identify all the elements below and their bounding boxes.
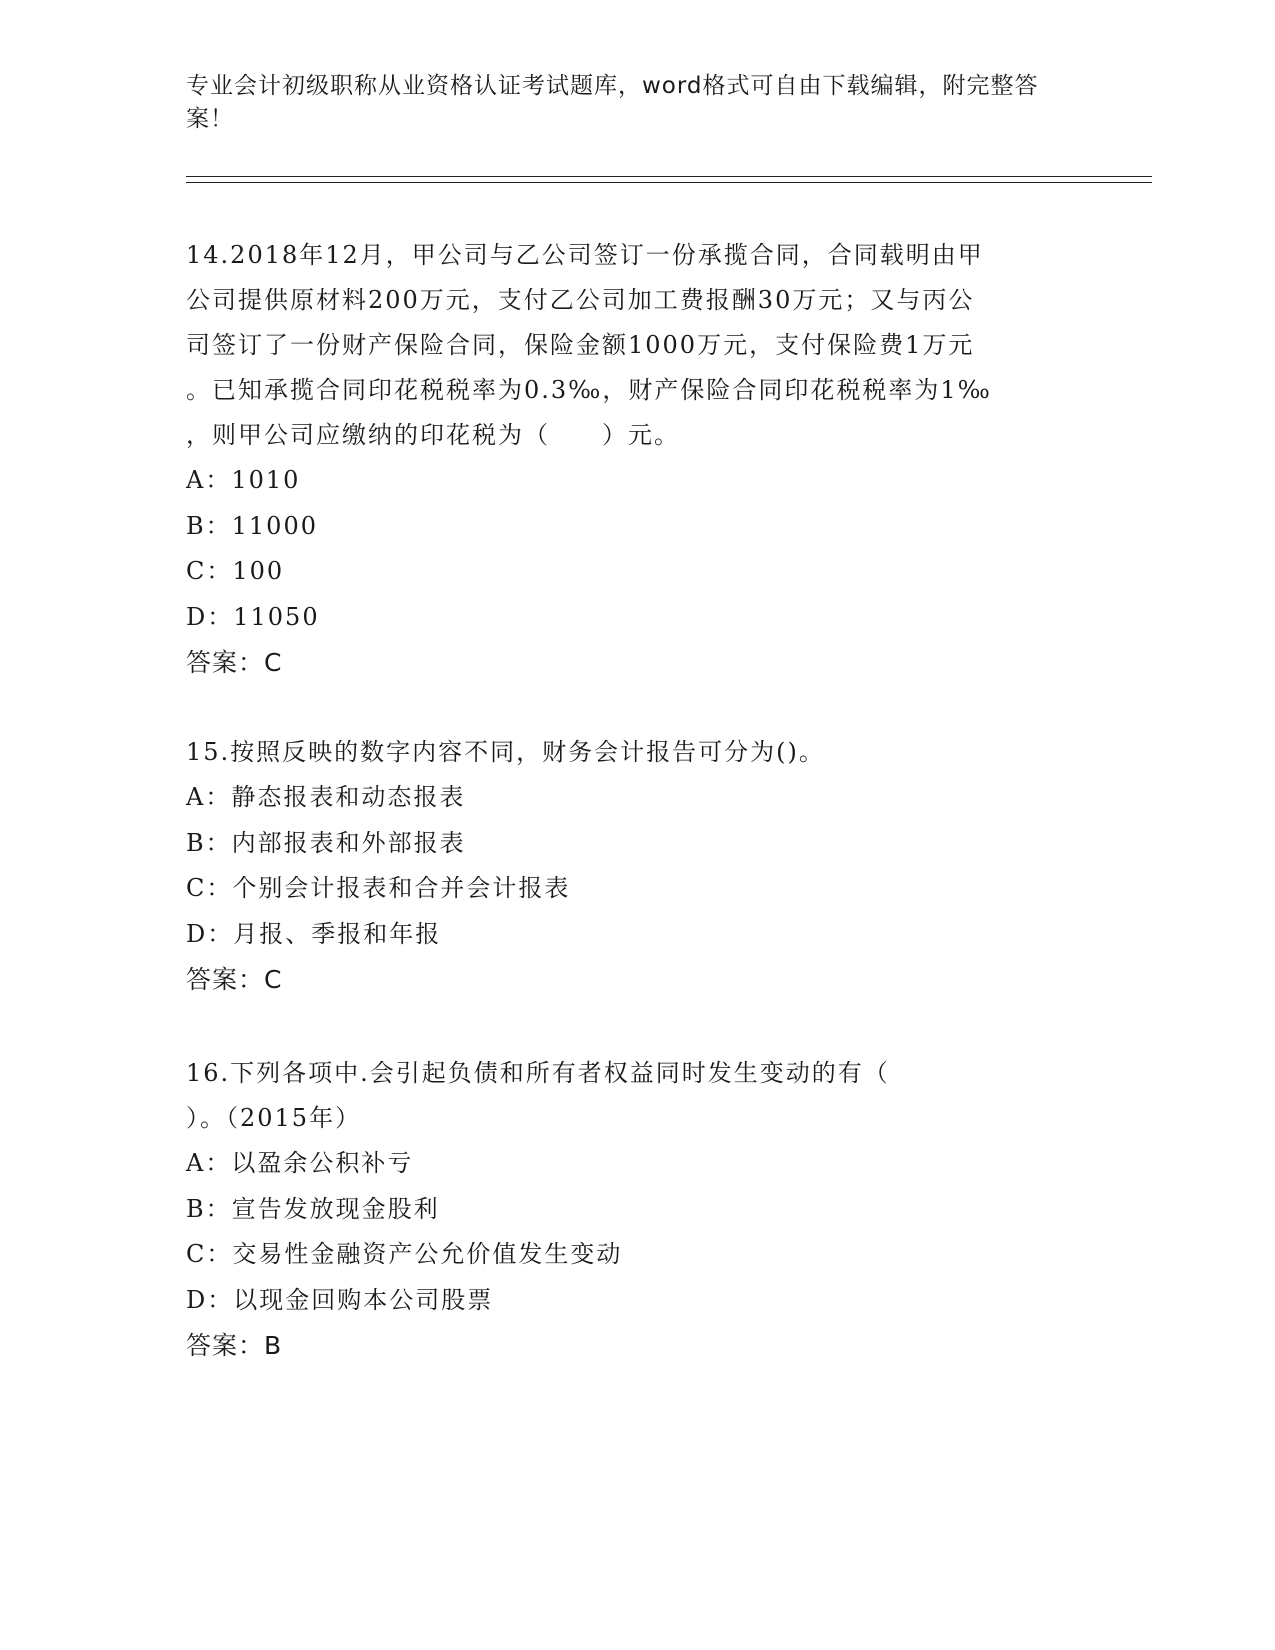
option-a: A：1010 [186,466,301,494]
question-stem-line: 15.按照反映的数字内容不同，财务会计报告可分为()。 [186,738,825,766]
document-header [186,70,1066,136]
option-b: B：内部报表和外部报表 [186,828,466,857]
option-c: C：100 [186,557,285,585]
answer: 答案：B [186,1331,283,1360]
question-stem-line: 14.2018年12月，甲公司与乙公司签订一份承揽合同，合同载明由甲 [186,241,984,269]
question-stem-line: ，则甲公司应缴纳的印花税为（ ）元。 [186,421,680,449]
question-16 [186,1051,1086,1369]
answer: 答案：C [186,648,283,677]
question-15 [186,730,1086,1003]
option-b: B：11000 [186,511,318,540]
header-rule-bottom [186,182,1152,183]
answer: 答案：C [186,965,283,994]
header-text: 专业会计初级职称从业资格认证考试题库，word格式可自由下载编辑，附完整答案！ [186,73,1039,132]
option-b: B：宣告发放现金股利 [186,1194,440,1223]
option-a: A：以盈余公积补亏 [186,1149,414,1177]
option-d: D：以现金回购本公司股票 [186,1285,494,1314]
question-stem-line: 。已知承揽合同印花税税率为0.3‰，财产保险合同印花税税率为1‰ [186,376,992,404]
option-c: C：个别会计报表和合并会计报表 [186,874,571,902]
option-d: D：11050 [186,602,320,631]
question-stem-line: 司签订了一份财产保险合同，保险金额1000万元，支付保险费1万元 [186,331,975,359]
question-14 [186,233,1086,686]
option-a: A：静态报表和动态报表 [186,783,466,811]
option-d: D：月报、季报和年报 [186,919,442,948]
question-stem-line: ）。（2015年） [186,1104,362,1132]
header-rule-top [186,176,1152,177]
question-stem-line: 16.下列各项中.会引起负债和所有者权益同时发生变动的有（ [186,1059,890,1087]
option-c: C：交易性金融资产公允价值发生变动 [186,1240,623,1268]
question-stem-line: 公司提供原材料200万元，支付乙公司加工费报酬30万元；又与丙公 [186,286,975,314]
